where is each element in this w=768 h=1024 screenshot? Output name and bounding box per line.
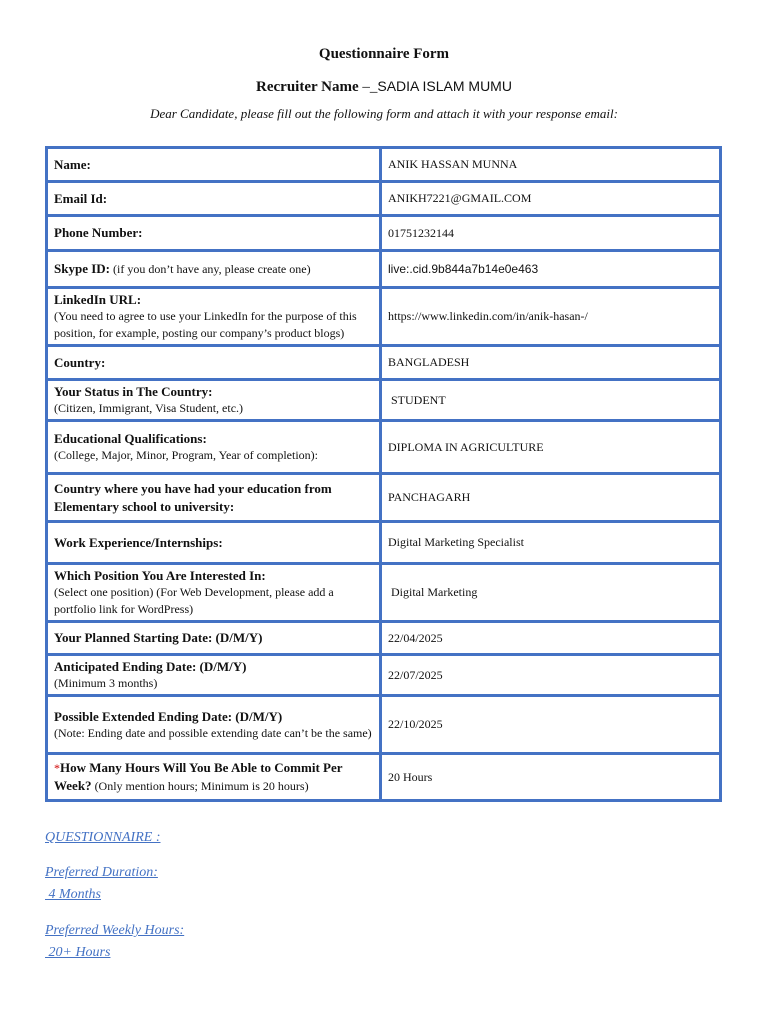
hours-label: How Many Hours Will You Be Able to Commit Per Week?: [54, 760, 343, 793]
preferred-weekly-hours-value: 20+ Hours: [45, 945, 111, 960]
preferred-duration-label: Preferred Duration:: [45, 865, 158, 880]
table-row: [47, 564, 721, 622]
linkedin-note: (You need to agree to use your LinkedIn for the purpose of this position, for example, posting our company’s product blogs): [54, 309, 357, 340]
skype-label-cell: [47, 251, 381, 288]
email-value: ANIKH7221@GMAIL.COM: [381, 182, 721, 216]
intro-text: Dear Candidate, please fill out the following form and attach it with your response email:: [150, 106, 618, 121]
edu-country-value: PANCHAGARH: [381, 474, 721, 522]
recruiter-line: [0, 78, 768, 96]
questionnaire-heading: QUESTIONNAIRE :: [45, 830, 161, 845]
table-row: [47, 655, 721, 696]
phone-label-cell: [47, 216, 381, 251]
country-value: BANGLADESH: [381, 346, 721, 380]
position-value-text: Digital Marketing: [391, 585, 478, 599]
edu-country-label-cell: [47, 474, 381, 522]
position-note: (Select one position) (For Web Development, please add a portfolio link for WordPress): [54, 585, 334, 616]
table-row: [47, 754, 721, 801]
name-label: Name:: [54, 156, 91, 172]
end-date-label: Anticipated Ending Date: (D/M/Y): [54, 659, 247, 674]
table-row: [47, 182, 721, 216]
table-row: [47, 148, 721, 182]
education-label-cell: [47, 421, 381, 474]
form-title: Questionnaire Form: [318, 46, 450, 62]
edu-country-label: Country where you have had your education from Elementary school to university:: [54, 480, 332, 514]
preferred-weekly-hours-label: Preferred Weekly Hours:: [45, 923, 185, 938]
status-label: Your Status in The Country:: [54, 384, 213, 399]
linkedin-label: LinkedIn URL:: [54, 292, 142, 307]
education-note: (College, Major, Minor, Program, Year of completion):: [54, 448, 318, 462]
ext-end-date-note: (Note: Ending date and possible extending date can’t be the same): [54, 725, 372, 740]
hours-note: (Only mention hours; Minimum is 20 hours): [91, 779, 309, 793]
start-date-label-cell: [47, 622, 381, 655]
table-row: [47, 474, 721, 522]
recruiter-name: SADIA ISLAM MUMU: [377, 78, 512, 94]
hours-value: 20 Hours: [381, 754, 721, 801]
email-label-cell: [47, 182, 381, 216]
ext-end-date-label-cell: [47, 696, 381, 754]
skype-label: Skype ID:: [54, 261, 110, 276]
preferred-duration-value: 4 Months: [45, 887, 101, 902]
table-row: [47, 622, 721, 655]
phone-label: Phone Number:: [54, 225, 143, 240]
phone-value: 01751232144: [381, 216, 721, 251]
linkedin-label-cell: [47, 288, 381, 346]
end-date-value: 22/07/2025: [381, 655, 721, 696]
skype-note: (if you don’t have any, please create one): [110, 262, 311, 276]
recruiter-separator: –_: [358, 79, 378, 95]
end-date-label-cell: [47, 655, 381, 696]
table-row: [47, 421, 721, 474]
education-label: Educational Qualifications:: [54, 431, 207, 446]
position-label-cell: [47, 564, 381, 622]
required-asterisk: *: [54, 761, 60, 775]
country-label-cell: [47, 346, 381, 380]
name-value: ANIK HASSAN MUNNA: [381, 148, 721, 182]
table-row: [47, 696, 721, 754]
table-row: [47, 522, 721, 564]
table-row: [47, 216, 721, 251]
ext-end-date-value: 22/10/2025: [381, 696, 721, 754]
email-label: Email Id:: [54, 190, 108, 206]
education-value: DIPLOMA IN AGRICULTURE: [381, 421, 721, 474]
status-label-cell: [47, 380, 381, 421]
table-row: [47, 346, 721, 380]
hours-label-cell: [47, 754, 381, 801]
ext-end-date-label: Possible Extended Ending Date: (D/M/Y): [54, 708, 283, 724]
name-label-cell: [47, 148, 381, 182]
country-label: Country:: [54, 354, 106, 370]
table-row: [47, 251, 721, 288]
experience-label-cell: [47, 522, 381, 564]
skype-value: live:.cid.9b844a7b14e0e463: [381, 251, 721, 288]
end-date-note: (Minimum 3 months): [54, 676, 158, 690]
start-date-label: Your Planned Starting Date: (D/M/Y): [54, 630, 263, 645]
linkedin-value: https://www.linkedin.com/in/anik-hasan-/: [381, 288, 721, 346]
experience-value: Digital Marketing Specialist: [381, 522, 721, 564]
position-label: Which Position You Are Interested In:: [54, 568, 266, 583]
position-value: [381, 564, 721, 622]
status-note: (Citizen, Immigrant, Visa Student, etc.): [54, 401, 244, 415]
questionnaire-table: [45, 146, 722, 802]
recruiter-label: Recruiter Name: [256, 79, 359, 95]
status-value: [381, 380, 721, 421]
experience-label: Work Experience/Internships:: [54, 534, 223, 550]
status-value-text: STUDENT: [391, 392, 446, 407]
table-row: [47, 380, 721, 421]
table-row: [47, 288, 721, 346]
start-date-value: 22/04/2025: [381, 622, 721, 655]
